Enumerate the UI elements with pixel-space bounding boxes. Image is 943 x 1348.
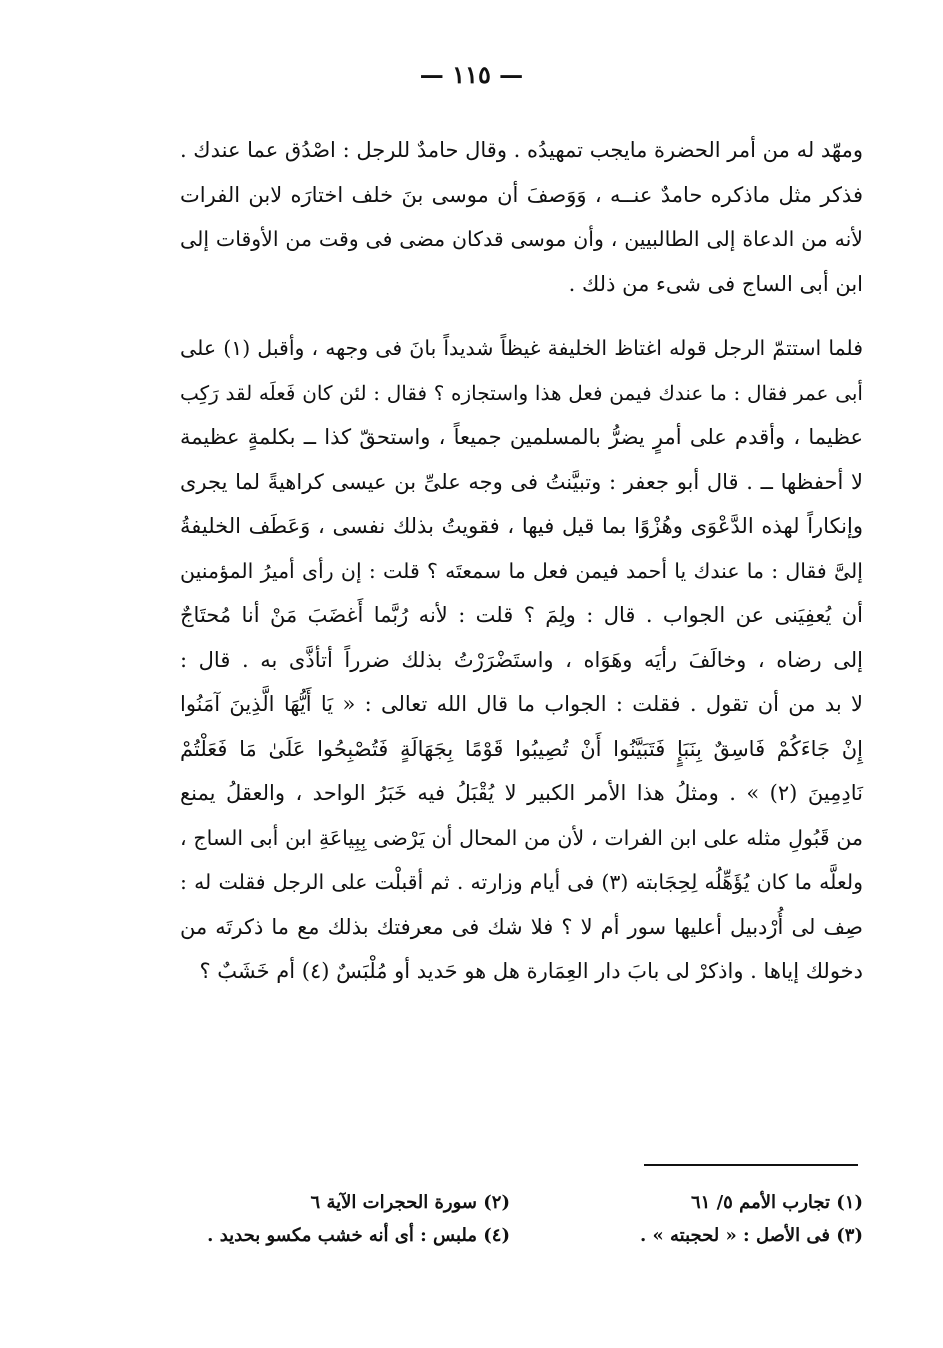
text-line: فلما استتمّ الرجل قوله اغتاظ الخليفة غيظاً شديداً بانَ فى وجهه ، وأقبل (١) على [180, 336, 864, 360]
text-line: لا أحفظها ــ . قال أبو جعفر : وتبيَّنتُ فى وجه علىِّ بن عيسى كراهيةً لما يجرى [180, 469, 863, 494]
footnote-row [180, 1186, 863, 1219]
quran-verse-line: إِنْ جَاءَكُمْ فَاسِقٌ بِنَبَإٍ فَتَبَيَّنُوا أَنْ تُصِيبُوا قَوْمًا بِجَهَالَةٍ فَتُصْبِحُوا عَلَىٰ مَا فَعَلْتُمْ [180, 736, 863, 761]
footnotes [180, 1186, 863, 1252]
text-line: ومهّد له من أمر الحضرة مايجب تمهيدُه . وقال حامدٌ للرجل : اصْدُق عما عندك . [179, 138, 863, 162]
paragraph [180, 128, 863, 306]
paragraph-gap [180, 306, 863, 326]
text-line: لأنه من الدعاة إلى الطالبيين ، وأن موسى قدكان مضى فى وقت من الأوقات إلى [180, 227, 863, 251]
text-line: إلىَّ فقال : ما عندك يا أحمد فيمن فعل ما سمعتَه ؟ قلت : إن رأى أميرُ المؤمنين [180, 558, 863, 583]
text-line: نَادِمِينَ (٢) » . ومثلُ هذا الأمر الكبير لا يُقْبَلُ فيه خَبَرُ الواحد ، والعقلُ يمنع [180, 781, 863, 805]
text-line: من قَبُولِ مثله على ابن الفرات ، لأن من المحال أن يَرْضى بِبِياعَةِ ابن أبى الساج ، [180, 825, 863, 850]
text-line: ابن أبى الساج فى شىء من ذلك . [568, 271, 863, 296]
text-line: لا بد من أن تقول . فقلت : الجواب ما قال الله تعالى : « يَا أَيُّهَا الَّذِينَ آمَنُوا [180, 692, 863, 716]
main-text [180, 128, 863, 994]
text-line: صِف لى أُرْدبيل أعليها سور أم لا ؟ فلا شك فى معرفتك بذلك مع ما ذكرتَه من [180, 914, 863, 939]
footnote-4: (٤) ملبس : أى أنه خشب مكسو بحديد . [207, 1225, 510, 1246]
text-line: أن يُعفِيَنى عن الجواب . قال : ولِمَ ؟ قلت : لأنه رُبَّما أَغضَبَ مَنْ أنا مُحتَاجٌ [180, 603, 863, 627]
text-line: دخولك إياها . واذكرْ لى بابَ دار العِمَارة هل هو حَديد أو مُلْبَسٌ (٤) أم خَشَبٌ ؟ [199, 959, 863, 983]
paragraph [180, 326, 863, 994]
text-line: أبى عمر فقال : ما عندك فيمن فعل هذا واستجازه ؟ فقال : لئن كان فَعلَه لقد رَكِب [180, 380, 863, 405]
page-number: — ١١٥ — [419, 60, 524, 89]
text-line: ولعلَّه ما كان يُؤَهِّلُه لِحِجَابته (٣) فى أيام وزارته . ثم أقبلْت على الرجل فقلت له : [180, 870, 863, 894]
text-line: وإنكاراً لهذه الدَّعْوَى وهُزْوًا بما قيل فيها ، فقويتُ بذلك نفسى ، وَعَطَف الخليفةُ [180, 514, 863, 538]
footnote-3: (٣) فى الأصل : « لحجبته » . [639, 1225, 863, 1246]
text-line: عظيما ، وأقدم على أمرٍ يضرُّ بالمسلمين جميعاً ، واستحقّ كذا ــ بكلمةٍ عظيمة [180, 425, 863, 449]
footnote-1: (١) تجارب الأمم ٥/ ٦١ [690, 1192, 863, 1213]
footnote-2: (٢) سورة الحجرات الآية ٦ [310, 1192, 510, 1213]
text-line: فذكر مثل ماذكره حامدٌ عنــه ، وَوَصفَ أن موسى بنَ خلف اختارَه لابن الفرات [180, 182, 863, 207]
footnote-row [180, 1219, 863, 1252]
text-line: إلى رضاه ، وخالَفَ رأيَه وهَوَاه ، واستَضْرَرْتُ بذلك ضرراً أتأذَّى به . قال : [180, 647, 863, 672]
footnote-divider [644, 1164, 858, 1166]
